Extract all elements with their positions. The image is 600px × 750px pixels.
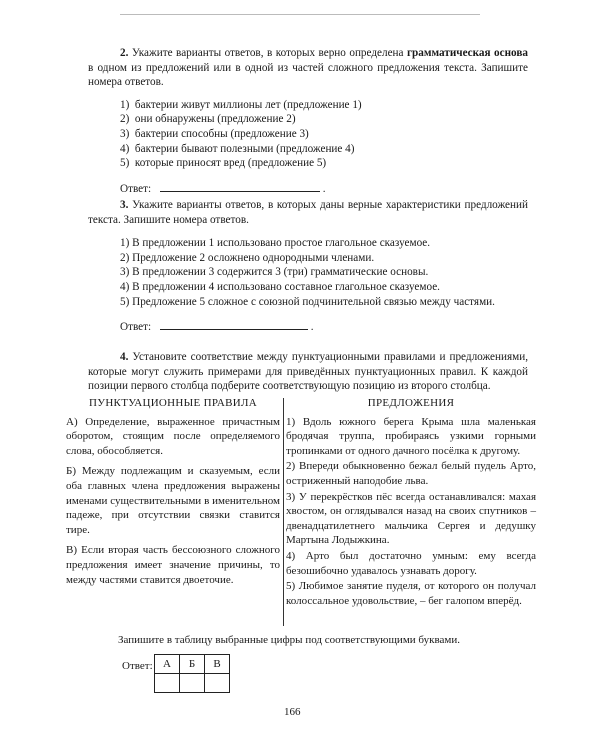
task-3-option: 3) В предложении 3 содержится 3 (три) грамматические основы. <box>120 266 429 279</box>
task-4 <box>88 350 528 394</box>
task-2-bold-term: грамматическая основа <box>406 47 528 59</box>
page-number: 166 <box>284 706 301 718</box>
sentences-header: ПРЕДЛОЖЕНИЯ <box>367 397 455 409</box>
task-2-answer-blank[interactable] <box>160 181 320 192</box>
sentence-item: 1) Вдоль южного берега Крыма шла маленькая бродячая труппа, пробираясь узкими горными тропинками от одного дачного посёлка к другому. <box>286 415 536 457</box>
task-3-answer-label: Ответ: <box>120 321 152 334</box>
sentences-column <box>286 396 536 609</box>
task-3 <box>88 198 528 335</box>
task-2 <box>88 46 528 196</box>
answer-cell-v[interactable] <box>205 674 230 693</box>
answer-header-v: В <box>205 655 230 674</box>
answer-header-b: Б <box>180 655 205 674</box>
task-2-answer-label: Ответ: <box>120 182 152 195</box>
answer-cell-b[interactable] <box>180 674 205 693</box>
task-2-prompt: 2. Укажите варианты ответов, в которых верно определена грамматическая основа в одном из предложений или в одной из частей сложного предложения текста. Запишите номера ответов. <box>88 47 528 89</box>
task-4-number: 4. <box>120 351 129 363</box>
task-3-prompt: 3. Укажите варианты ответов, в которых даны верные характеристики предложений текста. Запишите номера ответов. <box>88 199 528 226</box>
task-3-option: 5) Предложение 5 сложное с союзной подчинительной связью между частями. <box>120 295 495 308</box>
sentence-item: 4) Арто был достаточно умным: ему всегда безошибочно удавалось узнавать дорогу. <box>286 549 536 577</box>
rule-item: В) Если вторая часть бессоюзного сложного предложения имеет значение причины, то между частями ставится двоеточие. <box>66 544 280 586</box>
task-2-option: 4) бактерии бывают полезными (предложение 4) <box>120 142 355 155</box>
task-3-options <box>88 236 528 309</box>
task-2-option: 1) бактерии живут миллионы лет (предложение 1) <box>120 98 362 111</box>
answer-table <box>154 654 230 693</box>
rules-header: ПУНКТУАЦИОННЫЕ ПРАВИЛА <box>88 397 258 409</box>
task-2-answer: Ответ: . <box>120 182 326 195</box>
rule-item: А) Определение, выраженное причастным оборотом, стоящим после определяемого слова, обособляется. <box>66 415 280 457</box>
sentence-item: 5) Любимое занятие пуделя, от которого он получал колоссальное удовольствие, – бег галопом вперёд. <box>286 580 536 607</box>
task-4-answer-label: Ответ: <box>122 660 153 672</box>
task-2-number: 2. <box>120 47 129 59</box>
task-3-answer-blank[interactable] <box>160 319 308 330</box>
task-4-prompt: 4. Установите соответствие между пунктуационными правилами и предложениями, которые могут служить примерами для приведённых пунктуационных правил. К каждой позиции первого столбца подберите соответствующую позицию из второго столбца. <box>88 351 528 393</box>
sentence-item: 3) У перекрёстков пёс всегда останавливался: махая хвостом, он оглядывался назад на своих спутников – двенадцатилетнего мальчика Сергея и дедушку Мартына Лодыжкина. <box>286 490 536 547</box>
task-3-option: 2) Предложение 2 осложнено однородными членами. <box>120 251 375 264</box>
task-2-option: 5) которые приносят вред (предложение 5) <box>120 157 327 170</box>
answer-cell-a[interactable] <box>155 674 180 693</box>
task-3-option: 4) В предложении 4 использовано составное глагольное сказуемое. <box>120 280 440 293</box>
task-3-option: 1) В предложении 1 использовано простое глагольное сказуемое. <box>120 237 431 250</box>
sentence-item: 2) Впереди обыкновенно бежал белый пудель Арто, остриженный наподобие льва. <box>286 460 536 487</box>
rule-item: Б) Между подлежащим и сказуемым, если оба главных члена предложения выражены именами существительными в именительном падеже, при отсутствии связки ставится тире. <box>66 465 280 536</box>
task-3-answer: Ответ: . <box>120 321 314 334</box>
answer-header-a: А <box>155 655 180 674</box>
task-3-number: 3. <box>120 199 129 211</box>
task-2-options <box>88 98 528 171</box>
task-2-option: 2) они обнаружены (предложение 2) <box>120 113 296 126</box>
task-2-option: 3) бактерии способны (предложение 3) <box>120 127 309 140</box>
column-divider <box>283 398 284 626</box>
table-instruction: Запишите в таблицу выбранные цифры под соответствующими буквами. <box>118 634 460 646</box>
top-border <box>120 0 480 15</box>
rules-column <box>66 396 280 593</box>
